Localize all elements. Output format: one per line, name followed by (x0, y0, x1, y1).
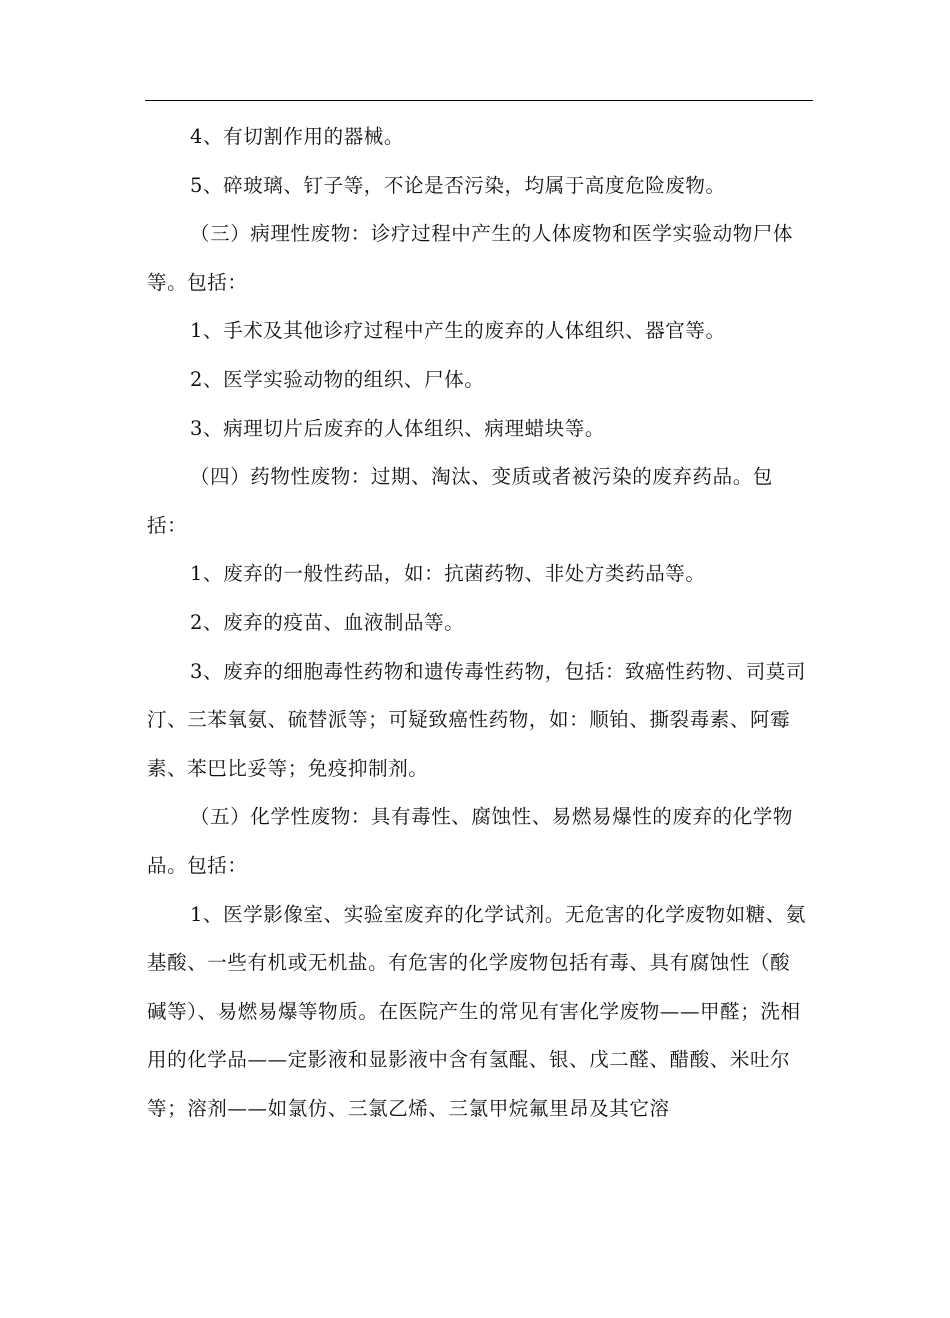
paragraph-item-1: 1、医学影像室、实验室废弃的化学试剂。无危害的化学废物如糖、氨基酸、一些有机或无机盐。有危害的化学废物包括有毒、具有腐蚀性（酸碱等）、易燃易爆等物质。在医院产生的常见有害化学废物——甲醛；洗相用的化学品——定影液和显影液中含有氢醌、银、戊二醛、醋酸、米吐尔等；溶剂——如氯仿、三氯乙烯、三氯甲烷氟里昂及其它溶 (147, 902, 807, 1120)
paragraph-item-4: 4、有切割作用的器械。 (190, 125, 405, 148)
paragraph-item-1: 1、手术及其他诊疗过程中产生的废弃的人体组织、器官等。 (190, 319, 726, 343)
paragraph-item-5: 5、碎玻璃、钉子等，不论是否污染，均属于高度危险废物。 (190, 173, 726, 197)
paragraph-item-2: 2、废弃的疫苗、血液制品等。 (190, 610, 465, 634)
header-rule (145, 100, 813, 101)
document-body (147, 113, 809, 1133)
paragraph-item-3: 3、废弃的细胞毒性药物和遗传毒性药物，包括：致癌性药物、司莫司汀、三苯氧氨、硫替派等；可疑致癌性药物，如：顺铂、撕裂毒素、阿霉素、苯巴比妥等；免疫抑制剂。 (147, 659, 807, 780)
section-heading-pharmaceutical-waste: （四）药物性废物：过期、淘汰、变质或者被污染的废弃药品。包括： (147, 465, 773, 537)
paragraph-item-2: 2、医学实验动物的组织、尸体。 (190, 367, 485, 391)
paragraph-item-3: 3、病理切片后废弃的人体组织、病理蜡块等。 (190, 416, 606, 440)
section-heading-pathological-waste: （三）病理性废物：诊疗过程中产生的人体废物和医学实验动物尸体等。包括： (147, 222, 794, 294)
paragraph-item-1: 1、废弃的一般性药品，如：抗菌药物、非处方类药品等。 (190, 562, 706, 586)
section-heading-chemical-waste: （五）化学性废物：具有毒性、腐蚀性、易燃易爆性的废弃的化学物品。包括： (147, 805, 794, 877)
